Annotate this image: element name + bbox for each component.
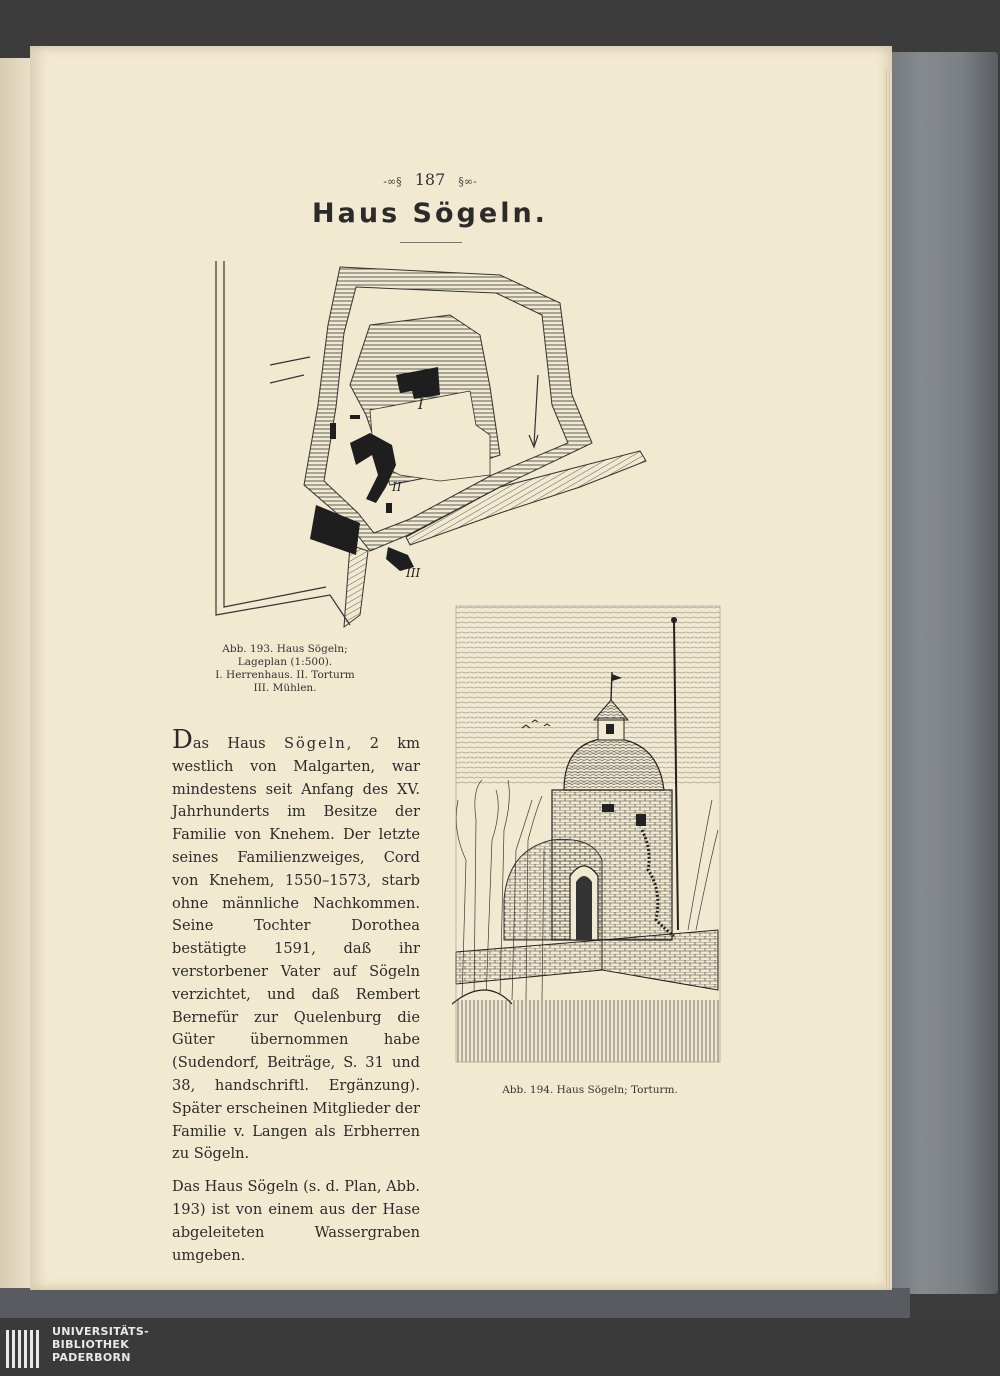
caption-line: Lageplan (1:500). (237, 656, 333, 668)
page-stack-edge (884, 70, 892, 1288)
figure-193-caption (200, 643, 370, 695)
page-number: 187 (414, 170, 446, 189)
figure-194-caption: Abb. 194. Haus Sögeln; Torturm. (502, 1084, 678, 1096)
page-title: Haus Sögeln. (312, 198, 548, 229)
page-header (340, 170, 520, 189)
library-logo-icon (6, 1326, 46, 1372)
paragraph-1 (172, 725, 420, 1166)
plan-label-I: I (418, 397, 424, 413)
caption-line: Abb. 193. Haus Sögeln; (222, 643, 348, 655)
library-line: UNIVERSITÄTS- (52, 1325, 149, 1338)
site-plan-figure (200, 255, 650, 635)
paragraph-1-name: Sögeln (283, 735, 347, 752)
library-name (52, 1325, 172, 1364)
library-line: PADERBORN (52, 1351, 131, 1364)
library-line: BIBLIOTHEK (52, 1338, 130, 1351)
plan-label-II: II (392, 480, 402, 494)
facing-page-edge (0, 58, 30, 1288)
paragraph-1-lead: as Haus (192, 735, 284, 752)
gate-tower-illustration (452, 600, 724, 1078)
book-cover-bottom (0, 1288, 910, 1318)
header-ornament-right: §∞- (458, 175, 477, 188)
drop-cap: D (172, 725, 193, 755)
header-ornament-left: -∞§ (383, 175, 402, 188)
caption-line: I. Herrenhaus. II. Torturm (215, 669, 355, 681)
paragraph-2: Das Haus Sögeln (s. d. Plan, Abb. 193) ist von einem aus der Hase abgeleiteten Wassergraben umgeben. (172, 1178, 420, 1264)
body-text (172, 725, 420, 1267)
plan-label-III: III (406, 566, 421, 580)
caption-line: III. Mühlen. (253, 682, 317, 694)
book-cover-right (880, 52, 998, 1294)
paragraph-1-text: , 2 km westlich von Malgarten, war mindestens seit Anfang des XV. Jahrhunderts im Besitze der Familie von Knehem. Der letzte seines Familienzweiges, Cord von Knehem, 1550–1573, starb ohne männliche Nachkommen. Seine Tochter Dorothea bestätigte 1591, daß ihr verstorbener Vater auf Sögeln verzichtet, und daß Rembert Bernefür zur Quelenburg die Güter übernommen habe (Sudendorf, Beiträge, S. 31 und 38, handschriftl. Ergänzung). Später erscheinen Mitglieder der Familie v. Langen als Erbherren zu Sögeln. (172, 735, 420, 1163)
title-rule (400, 242, 462, 243)
